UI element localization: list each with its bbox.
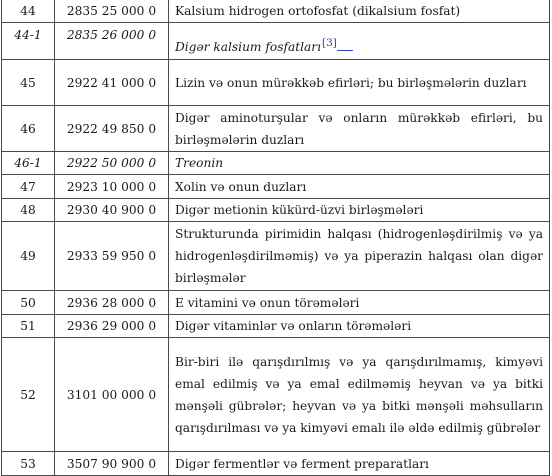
row-number: 44 xyxy=(2,0,55,23)
commodity-code: 2922 41 000 0 xyxy=(55,60,169,106)
product-description: E vitamini və onun törəmələri xyxy=(169,291,550,315)
row-number: 44-1 xyxy=(2,23,55,60)
commodity-code: 2923 10 000 0 xyxy=(55,175,169,199)
footnote-underline xyxy=(337,40,353,51)
commodity-code: 2835 26 000 0 xyxy=(55,23,169,60)
table-row xyxy=(2,175,550,199)
product-description: Kalsium hidrogen ortofosfat (dikalsium fosfat) xyxy=(169,0,550,23)
commodity-code: 2922 50 000 0 xyxy=(55,152,169,175)
product-description: Treonin xyxy=(169,152,550,175)
product-description: Digər kalsium fosfatları xyxy=(175,40,322,54)
commodity-code: 2936 29 000 0 xyxy=(55,315,169,338)
table-row xyxy=(2,106,550,152)
footnote-reference-link[interactable]: [3] xyxy=(322,37,337,49)
product-description: Bir-biri ilə qarışdırılmış və ya qarışdırılmamış, kimyəvi emal edilmiş və ya emal edilməmiş heyvan və ya bitki mənşəli gübrələr; heyvan və ya bitki mənşəli məhsulların qarışdırılması və ya kimyəvi emalı ilə əldə edilmiş gübrələr xyxy=(169,338,550,452)
table-row xyxy=(2,152,550,175)
table-row xyxy=(2,0,550,23)
product-description: Lizin və onun mürəkkəb efirləri; bu birləşmələrin duzları xyxy=(169,60,550,106)
table-row xyxy=(2,291,550,315)
table-row xyxy=(2,338,550,452)
commodity-code: 3101 00 000 0 xyxy=(55,338,169,452)
row-number: 47 xyxy=(2,175,55,199)
row-number: 46 xyxy=(2,106,55,152)
product-description: Digər metionin kükürd-üzvi birləşmələri xyxy=(169,199,550,222)
row-number: 49 xyxy=(2,222,55,291)
row-number: 50 xyxy=(2,291,55,315)
table-row xyxy=(2,23,550,60)
product-description: Strukturunda pirimidin halqası (hidrogenləşdirilmiş və ya hidrogenləşdirilməmiş) və ya piperazin halqası olan digər birləşmələr xyxy=(169,222,550,291)
product-description: Digər vitaminlər və onların törəmələri xyxy=(169,315,550,338)
commodity-code: 2936 28 000 0 xyxy=(55,291,169,315)
table-row xyxy=(2,452,550,476)
row-number: 45 xyxy=(2,60,55,106)
commodity-code: 2930 40 900 0 xyxy=(55,199,169,222)
row-number: 53 xyxy=(2,452,55,476)
commodity-code: 2922 49 850 0 xyxy=(55,106,169,152)
row-number: 48 xyxy=(2,199,55,222)
table-row xyxy=(2,60,550,106)
commodity-code: 3507 90 900 0 xyxy=(55,452,169,476)
product-description: Digər aminoturşular və onların mürəkkəb efirləri, bu birləşmələrin duzları xyxy=(169,106,550,152)
product-description: Xolin və onun duzları xyxy=(169,175,550,199)
table-row xyxy=(2,315,550,338)
table-row xyxy=(2,222,550,291)
tariff-code-table xyxy=(1,0,550,476)
product-description-cell xyxy=(169,23,550,60)
commodity-code: 2835 25 000 0 xyxy=(55,0,169,23)
row-number: 51 xyxy=(2,315,55,338)
commodity-code: 2933 59 950 0 xyxy=(55,222,169,291)
table-row xyxy=(2,199,550,222)
row-number: 46-1 xyxy=(2,152,55,175)
row-number: 52 xyxy=(2,338,55,452)
product-description: Digər fermentlər və ferment preparatları xyxy=(169,452,550,476)
